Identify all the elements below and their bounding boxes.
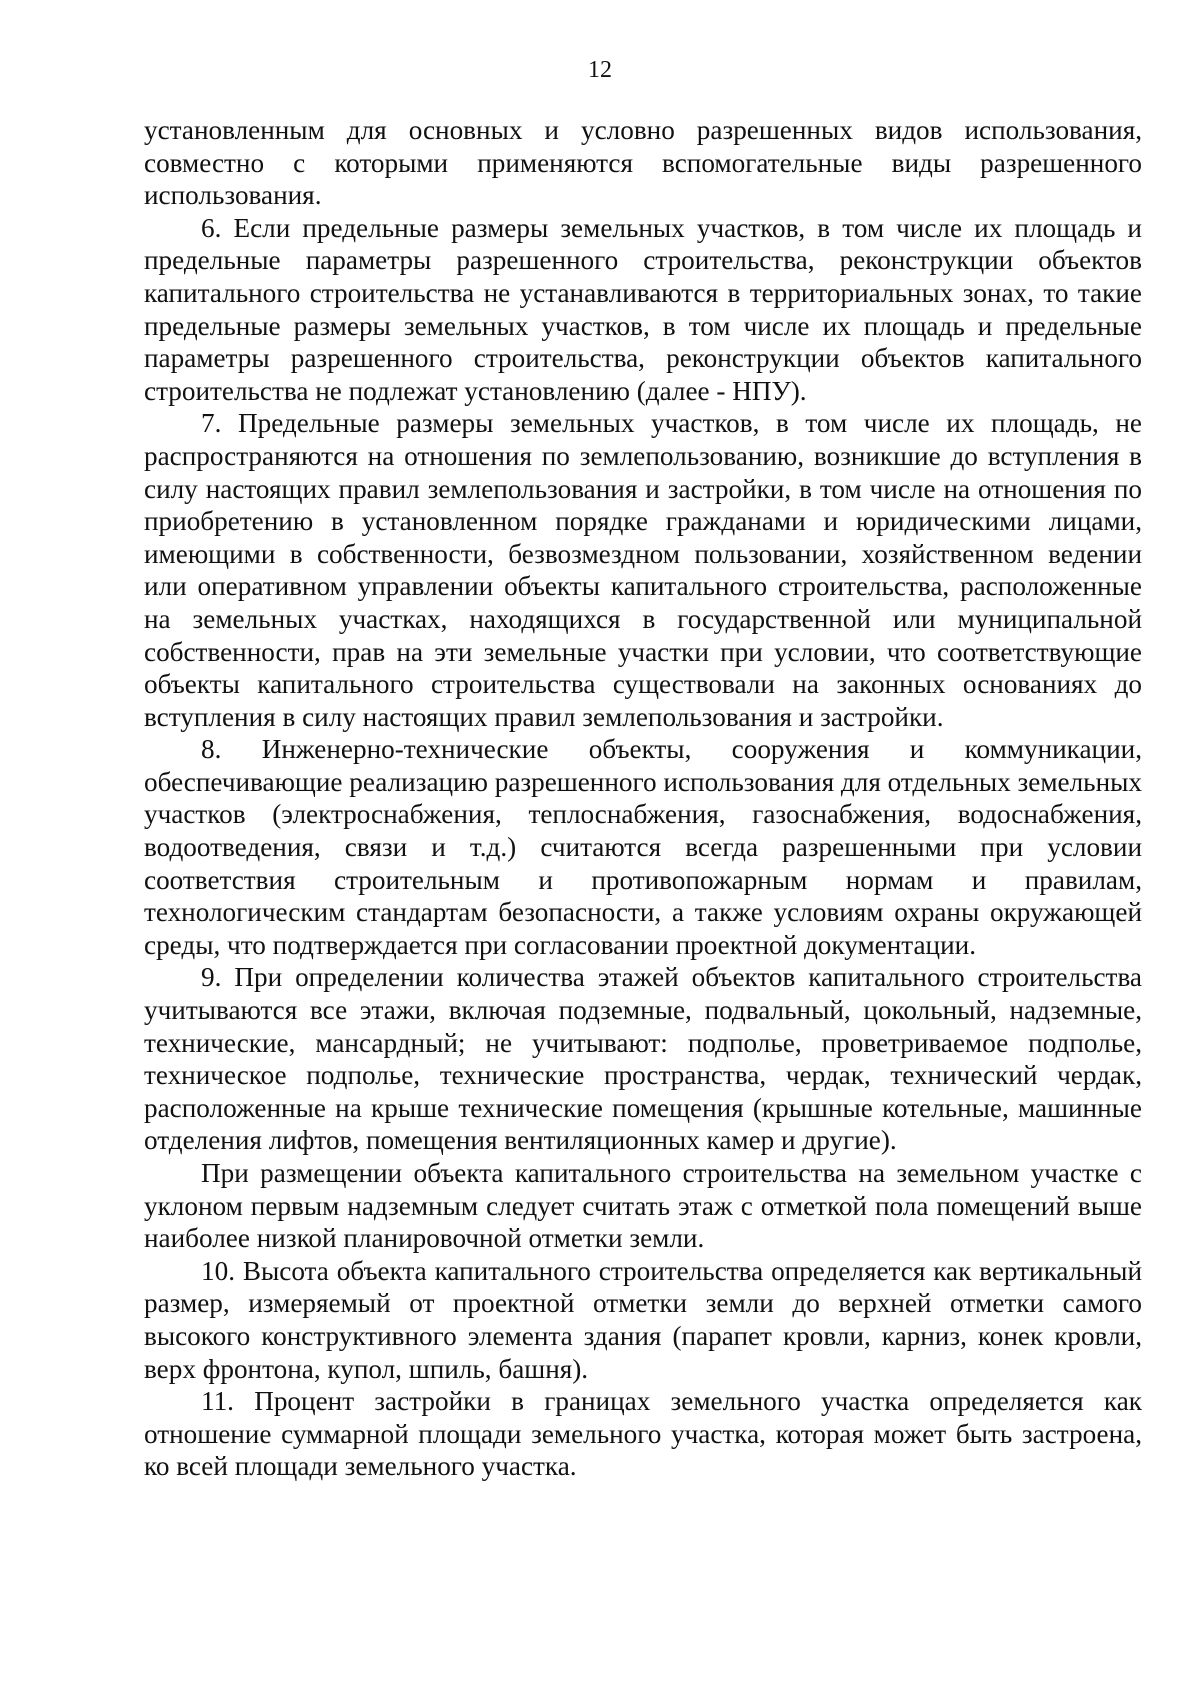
paragraph-item-11: 11. Процент застройки в границах земельного участка определяется как отношение суммарной площади земельного участка, которая может быть застроена, ко всей площади земельного участка. <box>144 1386 1142 1482</box>
paragraph-item-9: 9. При определении количества этажей объектов капитального строительства учитываются все этажи, включая подземные, подвальный, цокольный, надземные, технические, мансардный; не учитывают: подполье, проветриваемое подполье, техническое подполье, технические пространства, чердак, технический чердак, расположенные на крыше технические помещения (крышные котельные, машинные отделения лифтов, помещения вентиляционных камер и другие). <box>144 962 1142 1156</box>
paragraph-item-8: 8. Инженерно-технические объекты, сооружения и коммуникации, обеспечивающие реализацию разрешенного использования для отдельных земельных участков (электроснабжения, теплоснабжения, газоснабжения, водоснабжения, водоотведения, связи и т.д.) считаются всегда разрешенными при условии соответствия строительным и противопожарным нормам и правилам, технологическим стандартам безопасности, а также условиям охраны окружающей среды, что подтверждается при согласовании проектной документации. <box>144 734 1142 960</box>
paragraph-item-7: 7. Предельные размеры земельных участков, в том числе их площадь, не распространяются на отношения по землепользованию, возникшие до вступления в силу настоящих правил землепользования и застройки, в том числе на отношения по приобретению в установленном порядке гражданами и юридическими лицами, имеющими в собственности, безвозмездном пользовании, хозяйственном ведении или оперативном управлении объекты капитального строительства, расположенные на земельных участках, находящихся в государственной или муниципальной собственности, прав на эти земельные участки при условии, что соответствующие объекты капитального строительства существовали на законных основаниях до вступления в силу настоящих правил землепользования и застройки. <box>144 408 1142 732</box>
paragraph-continuation: установленным для основных и условно разрешенных видов использования, совместно с которыми применяются вспомогательные виды разрешенного использования. <box>144 115 1142 211</box>
paragraph-item-10: 10. Высота объекта капитального строительства определяется как вертикальный размер, измеряемый от проектной отметки земли до верхней отметки самого высокого конструктивного элемента здания (парапет кровли, карниз, конек кровли, верх фронтона, купол, шпиль, башня). <box>144 1255 1142 1384</box>
document-body <box>144 114 1142 1483</box>
paragraph-item-6: 6. Если предельные размеры земельных участков, в том числе их площадь и предельные параметры разрешенного строительства, реконструкции объектов капитального строительства не устанавливаются в территориальных зонах, то такие предельные размеры земельных участков, в том числе их площадь и предельные параметры разрешенного строительства, реконструкции объектов капитального строительства не подлежат установлению (далее - НПУ). <box>144 212 1142 406</box>
paragraph-item-9-sub: При размещении объекта капитального строительства на земельном участке с уклоном первым надземным следует считать этаж с отметкой пола помещений выше наиболее низкой планировочной отметки земли. <box>144 1158 1142 1254</box>
page-number: 12 <box>588 57 612 83</box>
